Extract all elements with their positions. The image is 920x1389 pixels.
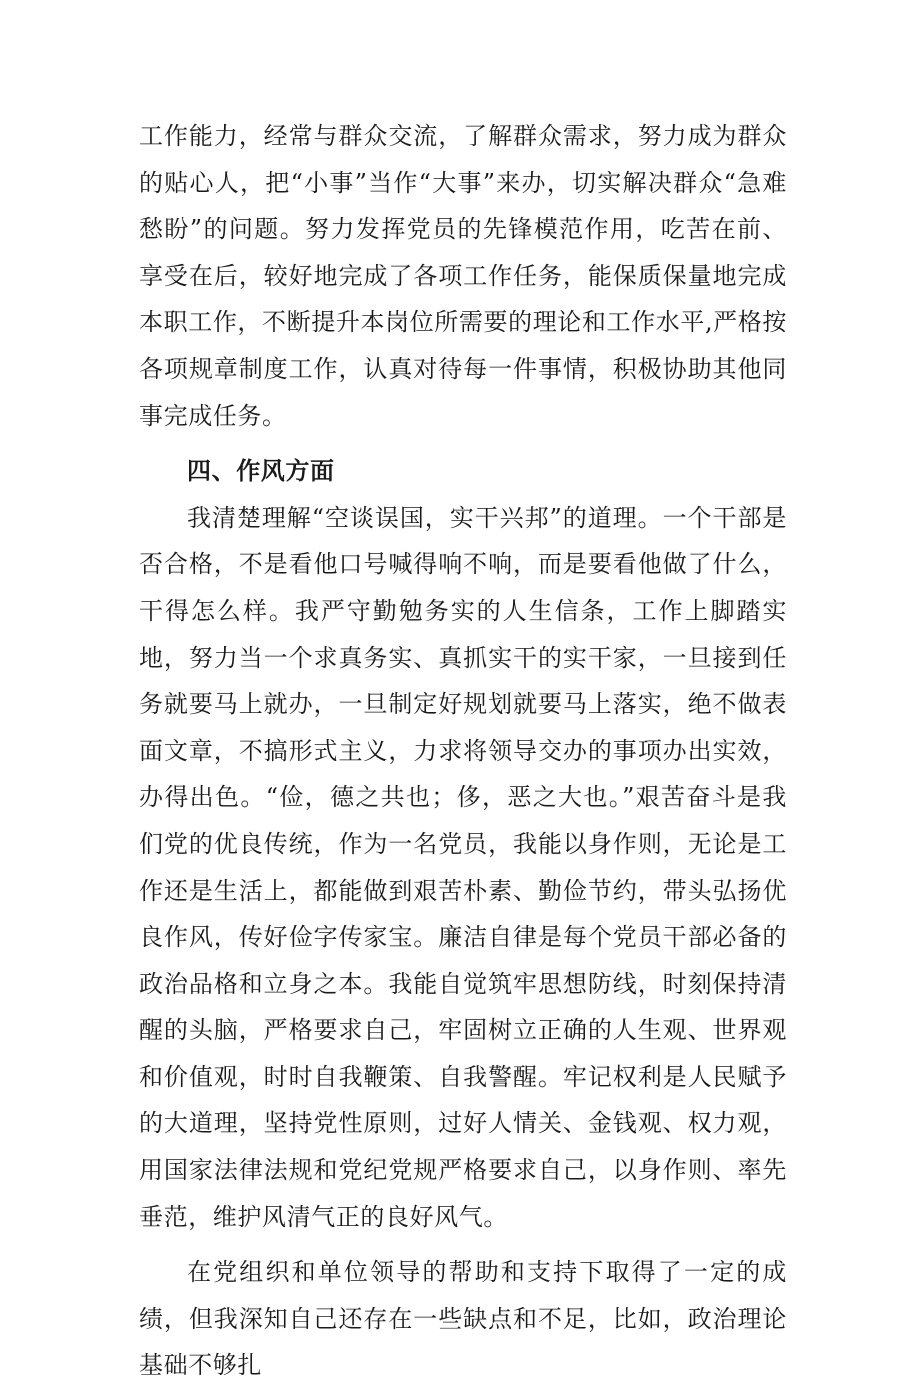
paragraph-style: 我清楚理解“空谈误国，实干兴邦”的道理。一个干部是否合格，不是看他口号喊得响不响，而是要看他做了什么，干得怎么样。我严守勤勉务实的人生信条，工作上脚踏实地，努力当一个求真务实、真抓实干的实干家，一旦接到任务就要马上就办，一旦制定好规划就要马上落实，绝不做表面文章，不搞形式主义，力求将领导交办的事项办出实效，办得出色。“俭，德之共也；侈，恶之大也。”艰苦奋斗是我们党的优良传统，作为一名党员，我能以身作则，无论是工作还是生活上，都能做到艰苦朴素、勤俭节约，带头弘扬优良作风，传好俭字传家宝。廉洁自律是每个党员干部必备的政治品格和立身之本。我能自觉筑牢思想防线，时刻保持清醒的头脑，严格要求自己，牢固树立正确的人生观、世界观和价值观，时时自我鞭策、自我警醒。牢记权利是人民赋予的大道理，坚持党性原则，过好人情关、金钱观、权力观，用国家法律法规和党纪党规严格要求自己，以身作则、率先垂范，维护风清气正的良好风气。 [139, 503, 787, 1231]
paragraph-work-ability-continued: 工作能力，经常与群众交流，了解群众需求，努力成为群众的贴心人，把“小事”当作“大事”来办，切实解决群众“急难愁盼”的问题。努力发挥党员的先锋模范作用，吃苦在前、享受在后，较好地完成了各项工作任务，能保质保量地完成本职工作，不断提升本岗位所需要的理论和工作水平,严格按各项规章制度工作，认真对待每一件事情，积极协助其他同事完成任务。 [139, 122, 787, 430]
paragraph-closing: 在党组织和单位领导的帮助和支持下取得了一定的成绩，但我深知自己还存在一些缺点和不足，比如，政治理论基础不够扎 [139, 1258, 787, 1380]
document-body [139, 113, 787, 1389]
section-heading-style: 四、作风方面 [187, 457, 335, 486]
spacer [139, 1240, 787, 1249]
spacer [139, 439, 787, 448]
